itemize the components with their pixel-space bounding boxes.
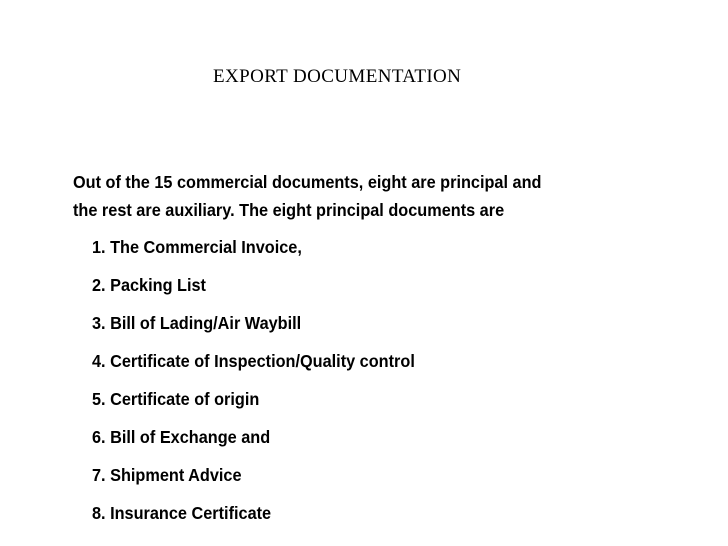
list-item: 7. Shipment Advice <box>92 465 242 485</box>
list-item: 5. Certificate of origin <box>92 389 260 409</box>
list-item: 4. Certificate of Inspection/Quality control <box>92 351 415 371</box>
intro-line-1: Out of the 15 commercial documents, eight are principal and <box>73 172 542 192</box>
list-item: 8. Insurance Certificate <box>92 503 272 523</box>
list-item: 2. Packing List <box>92 275 206 295</box>
list-item: 6. Bill of Exchange and <box>92 427 271 447</box>
intro-paragraph <box>73 168 650 224</box>
principal-documents-list <box>92 235 415 539</box>
list-item: 1. The Commercial Invoice, <box>92 237 302 257</box>
page-title: EXPORT DOCUMENTATION <box>213 66 462 87</box>
intro-line-2: the rest are auxiliary. The eight principal documents are <box>73 200 505 220</box>
list-item: 3. Bill of Lading/Air Waybill <box>92 313 302 333</box>
